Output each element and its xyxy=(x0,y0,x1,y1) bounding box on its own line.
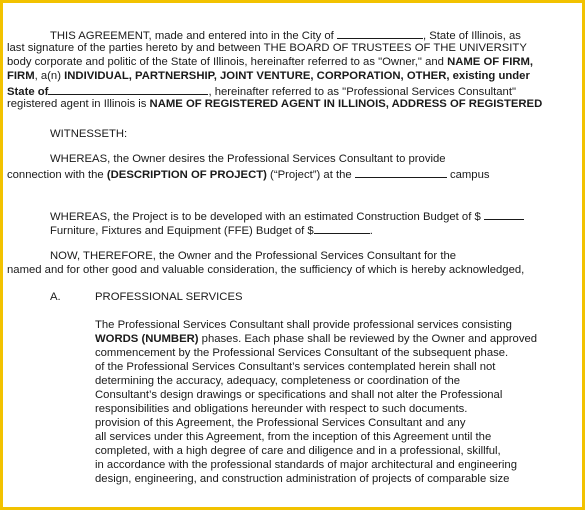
intro-line-2: last signature of the parties hereto by and between THE BOARD OF TRUSTEES OF THE UNIVERSITY xyxy=(7,42,527,54)
body-line: design, engineering, and construction administration of projects of comparable size xyxy=(95,473,510,485)
now-therefore-line-1: NOW, THEREFORE, the Owner and the Professional Services Consultant for the xyxy=(50,250,457,262)
body-line: completed, with a high degree of care and diligence and in a professional, skillful, xyxy=(95,445,501,457)
state-blank xyxy=(48,83,208,95)
whereas-text: . xyxy=(369,225,373,237)
body-line: The Professional Services Consultant shall provide professional services consisting xyxy=(95,319,512,331)
now-therefore-line-2: named and for other good and valuable consideration, the sufficiency of which is hereby acknowledged, xyxy=(7,264,525,276)
intro-text: body corporate and politic of the State of Illinois, hereinafter referred to as "Owner," and xyxy=(7,56,448,68)
intro-text: , hereinafter referred to as "Professional Services Consultant" xyxy=(208,86,516,98)
body-line: responsibilities and obligations hereunder with respect to such documents. xyxy=(95,403,468,415)
intro-text: THIS AGREEMENT, made and entered into in the City of xyxy=(50,30,337,42)
whereas-2-line-2 xyxy=(50,222,373,238)
registered-agent-placeholder: NAME OF REGISTERED AGENT IN ILLINOIS, ADDRESS OF REGISTERED xyxy=(149,98,543,110)
intro-line-6 xyxy=(7,97,542,111)
construction-budget-blank xyxy=(484,208,524,220)
intro-text: registered agent in Illinois is xyxy=(7,98,150,110)
body-text: phases. Each phase shall be reviewed by the Owner and approved xyxy=(198,333,538,345)
whereas-text: connection with the xyxy=(7,169,107,181)
body-line: determining the accuracy, adequacy, completeness or coordination of the xyxy=(95,375,461,387)
section-a-letter: A. xyxy=(50,291,61,303)
whereas-text: campus xyxy=(446,169,490,181)
words-number-placeholder: WORDS (NUMBER) xyxy=(95,333,199,345)
body-line: commencement by the Professional Services Consultant of the subsequent phase. xyxy=(95,347,509,359)
ffe-budget-blank xyxy=(314,222,370,234)
whereas-1-line-1: WHEREAS, the Owner desires the Professional Services Consultant to provide xyxy=(50,153,446,165)
whereas-text: (“Project”) at the xyxy=(266,169,355,181)
intro-text: , State of Illinois, as xyxy=(422,30,521,42)
firm-placeholder: FIRM xyxy=(7,70,35,82)
state-of-label: State of xyxy=(7,86,49,98)
whereas-1-line-2 xyxy=(7,166,490,182)
campus-blank xyxy=(355,166,447,178)
city-blank xyxy=(337,27,423,39)
body-line: Consultant’s design drawings or specifications and shall not alter the Professional xyxy=(95,389,503,401)
entity-type-placeholder: INDIVIDUAL, PARTNERSHIP, JOINT VENTURE, CORPORATION, OTHER, existing under xyxy=(64,70,530,82)
witnesseth-heading: WITNESSETH: xyxy=(50,128,128,140)
firm-name-placeholder: NAME OF FIRM, xyxy=(447,56,534,68)
body-line: all services under this Agreement, from the inception of this Agreement until the xyxy=(95,431,492,443)
body-line: provision of this Agreement, the Professional Services Consultant and any xyxy=(95,417,466,429)
whereas-text: Furniture, Fixtures and Equipment (FFE) Budget of $ xyxy=(50,225,314,237)
body-line: in accordance with the professional standards of major architectural and engineering xyxy=(95,459,517,471)
body-line xyxy=(95,332,537,346)
intro-text: , a(n) xyxy=(34,70,65,82)
section-a-heading: PROFESSIONAL SERVICES xyxy=(95,291,243,303)
project-description-placeholder: (DESCRIPTION OF PROJECT) xyxy=(106,169,267,181)
body-line: of the Professional Services Consultant’s services contemplated herein shall not xyxy=(95,361,496,373)
intro-line-4 xyxy=(7,69,530,83)
intro-line-3 xyxy=(7,55,533,69)
whereas-text: WHEREAS, the Project is to be developed with an estimated Construction Budget of $ xyxy=(50,211,484,223)
